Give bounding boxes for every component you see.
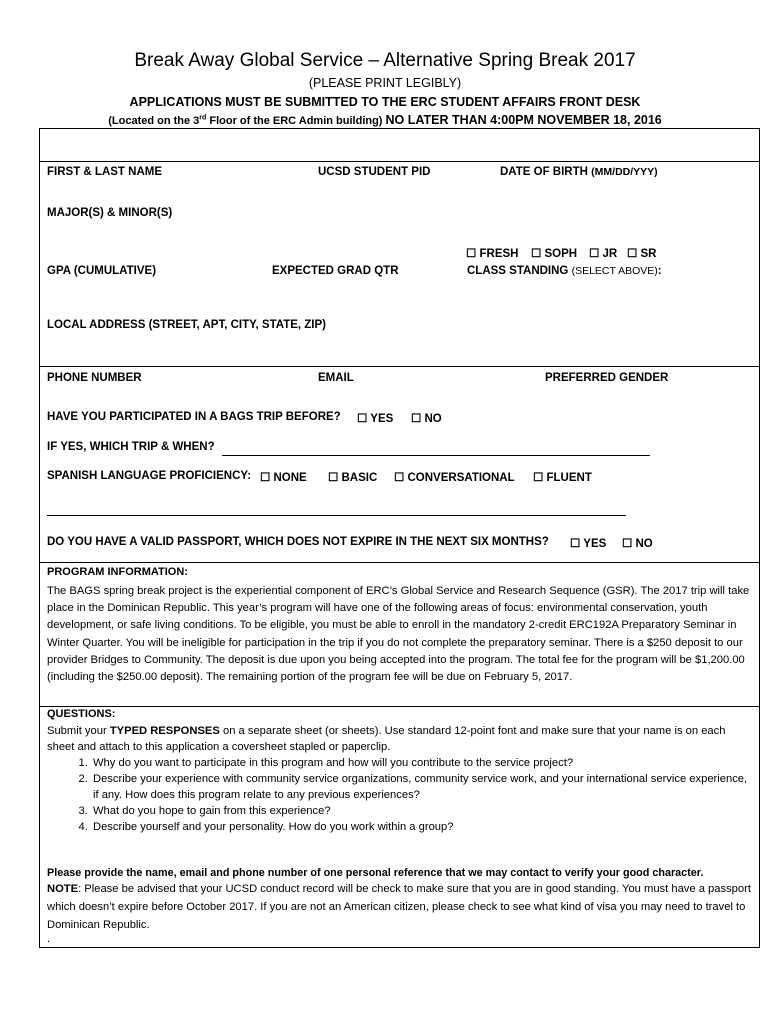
class-standing-label — [467, 265, 662, 277]
spanish-conversational-checkbox[interactable]: ☐ CONVERSATIONAL — [394, 472, 515, 484]
question-item: 4. Describe yourself and your personality. How do you work within a group? — [91, 819, 752, 835]
divider — [39, 706, 760, 707]
intro-bold: TYPED RESPONSES — [109, 725, 220, 737]
divider — [39, 562, 760, 563]
location-pre: (Located on the 3 — [108, 115, 200, 127]
grad-qtr-field-label[interactable]: EXPECTED GRAD QTR — [272, 265, 399, 277]
passport-no-checkbox[interactable]: ☐ NO — [622, 538, 653, 550]
spanish-label: SPANISH LANGUAGE PROFICIENCY: — [47, 470, 252, 482]
extra-input-line[interactable] — [47, 515, 626, 516]
dob-field-label[interactable] — [500, 166, 658, 178]
submit-note: APPLICATIONS MUST BE SUBMITTED TO THE ERC STUDENT AFFAIRS FRONT DESK — [129, 95, 641, 109]
phone-field-label[interactable]: PHONE NUMBER — [47, 372, 142, 384]
note-text: : Please be advised that your UCSD conduct record will be check to make sure that you are in good standing. You must have a passport which doesn’t expire before October 2017. If you are not an American citizen, please check to see what kind of visa you may need to travel to Dominican Republic. — [47, 883, 751, 931]
location-post: Floor of the ERC Admin building) — [206, 115, 386, 127]
email-field-label[interactable]: EMAIL — [318, 372, 354, 384]
standing-sr-checkbox[interactable]: ☐ SR — [627, 248, 657, 260]
intro-pre: Submit your — [47, 725, 110, 737]
bags-question: HAVE YOU PARTICIPATED IN A BAGS TRIP BEFORE? — [47, 411, 341, 423]
passport-question: DO YOU HAVE A VALID PASSPORT, WHICH DOES NOT EXPIRE IN THE NEXT SIX MONTHS? — [47, 536, 549, 548]
class-standing-note: (SELECT ABOVE) — [571, 265, 658, 277]
address-field-label[interactable]: LOCAL ADDRESS (STREET, APT, CITY, STATE, ZIP) — [47, 319, 326, 331]
bags-no-checkbox[interactable]: ☐ NO — [411, 413, 442, 425]
intro-post: on a separate sheet (or sheets). Use standard 12-point font and make sure that your name is on each sheet and attach to this application a coversheet stapled or paperclip. — [47, 725, 726, 753]
deadline: NO LATER THAN 4:00PM NOVEMBER 18, 2016 — [385, 113, 662, 127]
standing-fresh-checkbox[interactable]: ☐ FRESH — [466, 248, 519, 260]
spanish-none-checkbox[interactable]: ☐ NONE — [260, 472, 307, 484]
program-text: The BAGS spring break project is the experiential component of ERC’s Global Service and Research Sequence (GSR). The 2017 trip will take place in the Dominican Republic. This year’s program will have one of the following areas of focus: environmental conservation, youth development, or safe living conditions. To be eligible, you must be able to enroll in the mandatory 2-credit ERC192A Preparatory Seminar in Winter Quarter. You will be ineligible for participation in the trip if you do not complete the preparatory seminar. There is a $250 deposit to our provider Bridges to Community. The deposit is due upon you being accepted into the program. The total fee for the program will be $1,200.00 (including the $250.00 deposit). The remaining portion of the program fee will be due on February 5, 2017. — [47, 585, 750, 684]
standing-soph-checkbox[interactable]: ☐ SOPH — [531, 248, 578, 260]
name-field-label[interactable]: FIRST & LAST NAME — [47, 166, 162, 178]
standing-jr-checkbox[interactable]: ☐ JR — [589, 248, 618, 260]
reference-request: Please provide the name, email and phone number of one personal reference that we may contact to verify your good character. — [47, 867, 704, 879]
class-standing-text: CLASS STANDING — [467, 265, 572, 277]
divider — [39, 366, 760, 367]
location-deadline — [0, 113, 770, 127]
passport-yes-checkbox[interactable]: ☐ YES — [570, 538, 607, 550]
spanish-basic-checkbox[interactable]: ☐ BASIC — [328, 472, 378, 484]
which-trip-label: IF YES, WHICH TRIP & WHEN? — [47, 441, 215, 453]
pid-field-label[interactable]: UCSD STUDENT PID — [318, 166, 431, 178]
note-paragraph — [47, 880, 752, 934]
dob-label: DATE OF BIRTH — [500, 166, 592, 178]
class-standing-colon: : — [657, 265, 662, 277]
divider — [39, 161, 760, 162]
print-note: (PLEASE PRINT LEGIBLY) — [308, 76, 462, 90]
spanish-fluent-checkbox[interactable]: ☐ FLUENT — [533, 472, 592, 484]
location-sup: rd — [199, 114, 207, 122]
questions-intro — [47, 723, 752, 755]
question-item: 1. Why do you want to participate in this program and how will you contribute to the service project? — [91, 755, 752, 771]
questions-list — [47, 755, 752, 835]
form-title: Break Away Global Service – Alternative Spring Break 2017 — [134, 50, 636, 71]
bags-yes-checkbox[interactable]: ☐ YES — [357, 413, 394, 425]
dob-format: (MM/DD/YYY) — [591, 166, 658, 178]
question-item: 3. What do you hope to gain from this experience? — [91, 803, 752, 819]
question-item: 2. Describe your experience with community service organizations, community service work, and your international service experience, if any. How does this program relate to any previous experiences? — [91, 771, 752, 803]
note-label: NOTE — [47, 883, 79, 895]
trailing-dot: . — [47, 933, 51, 945]
major-field-label[interactable]: MAJOR(S) & MINOR(S) — [47, 207, 173, 219]
which-trip-input-line[interactable] — [222, 455, 650, 456]
questions-heading: QUESTIONS: — [47, 708, 116, 720]
program-heading: PROGRAM INFORMATION: — [47, 566, 188, 578]
gpa-field-label[interactable]: GPA (CUMULATIVE) — [47, 265, 157, 277]
gender-field-label[interactable]: PREFERRED GENDER — [545, 372, 669, 384]
